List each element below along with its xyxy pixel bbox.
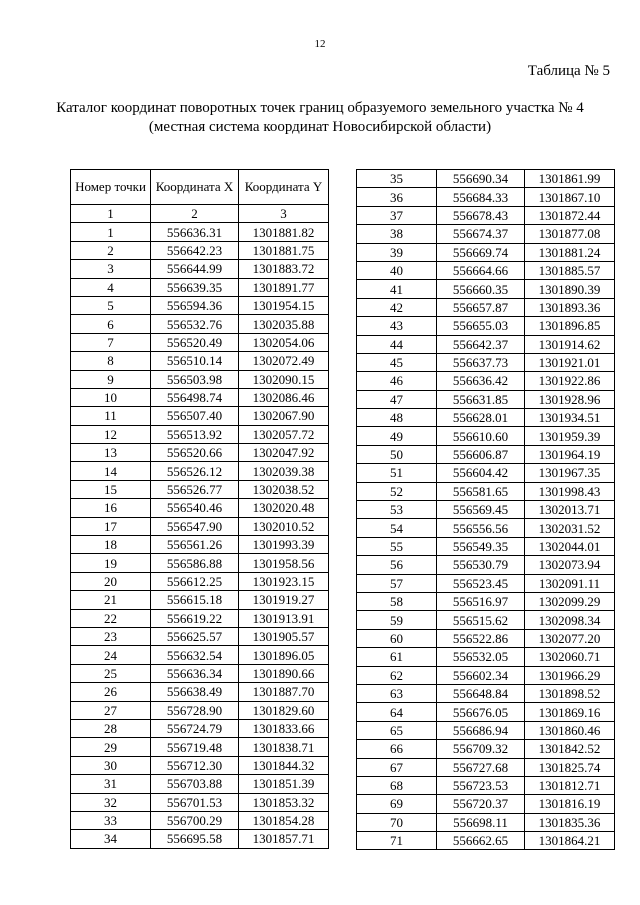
table-row [71, 260, 329, 278]
coordinate-x-cell: 556657.87 [437, 298, 525, 316]
table-row [71, 811, 329, 829]
point-number-cell: 18 [71, 536, 151, 554]
table-row [357, 317, 615, 335]
point-number-cell: 39 [357, 243, 437, 261]
table-row [71, 683, 329, 701]
coordinate-x-cell: 556586.88 [151, 554, 239, 572]
coordinate-y-cell: 1301825.74 [525, 758, 615, 776]
table-row [357, 574, 615, 592]
coordinate-y-cell: 1302013.71 [525, 501, 615, 519]
coordinate-y-cell: 1302090.15 [239, 370, 329, 388]
coordinate-y-cell: 1302072.49 [239, 352, 329, 370]
coordinate-y-cell: 1301838.71 [239, 738, 329, 756]
coordinate-y-cell: 1301854.28 [239, 811, 329, 829]
coordinate-x-cell: 556690.34 [437, 170, 525, 188]
coordinate-x-cell: 556669.74 [437, 243, 525, 261]
coordinate-y-cell: 1301967.35 [525, 464, 615, 482]
point-number-cell: 1 [71, 223, 151, 241]
point-number-cell: 10 [71, 388, 151, 406]
table-row [71, 425, 329, 443]
coordinate-x-cell: 556522.86 [437, 629, 525, 647]
coordinate-x-cell: 556540.46 [151, 499, 239, 517]
table-row [71, 830, 329, 848]
point-number-cell: 47 [357, 390, 437, 408]
point-number-cell: 55 [357, 537, 437, 555]
table-row [357, 832, 615, 850]
coordinate-x-cell: 556526.77 [151, 480, 239, 498]
coordinate-x-cell: 556636.31 [151, 223, 239, 241]
coordinate-y-cell: 1301812.71 [525, 776, 615, 794]
point-number-cell: 27 [71, 701, 151, 719]
coordinate-y-cell: 1302039.38 [239, 462, 329, 480]
table-row [357, 556, 615, 574]
coordinate-y-cell: 1302038.52 [239, 480, 329, 498]
point-number-cell: 37 [357, 206, 437, 224]
table-row [357, 592, 615, 610]
table-row [357, 795, 615, 813]
table-row [71, 554, 329, 572]
coordinate-x-cell: 556662.65 [437, 832, 525, 850]
coordinate-x-cell: 556664.66 [437, 261, 525, 279]
point-number-cell: 56 [357, 556, 437, 574]
point-number-cell: 13 [71, 444, 151, 462]
table-row [357, 519, 615, 537]
coordinate-y-cell: 1301887.70 [239, 683, 329, 701]
point-number-cell: 3 [71, 260, 151, 278]
column-index-row [71, 205, 329, 223]
coordinate-x-cell: 556615.18 [151, 591, 239, 609]
coordinate-x-cell: 556678.43 [437, 206, 525, 224]
point-number-cell: 12 [71, 425, 151, 443]
page-number: 12 [314, 38, 326, 50]
coordinate-y-cell: 1301835.36 [525, 813, 615, 831]
coordinate-y-cell: 1301966.29 [525, 666, 615, 684]
header-coordinate-x: Координата X [151, 170, 239, 205]
coordinate-y-cell: 1301934.51 [525, 409, 615, 427]
table-row [357, 427, 615, 445]
column-index: 3 [239, 205, 329, 223]
coordinate-x-cell: 556549.35 [437, 537, 525, 555]
table-row [357, 170, 615, 188]
coordinate-y-cell: 1301898.52 [525, 684, 615, 702]
coordinate-x-cell: 556510.14 [151, 352, 239, 370]
coordinate-x-cell: 556684.33 [437, 188, 525, 206]
coordinate-y-cell: 1301881.75 [239, 241, 329, 259]
point-number-cell: 58 [357, 592, 437, 610]
point-number-cell: 32 [71, 793, 151, 811]
coordinate-x-cell: 556619.22 [151, 609, 239, 627]
table-row [357, 298, 615, 316]
coordinate-x-cell: 556642.37 [437, 335, 525, 353]
coordinate-x-cell: 556604.42 [437, 464, 525, 482]
coordinate-x-cell: 556698.11 [437, 813, 525, 831]
table-row [357, 501, 615, 519]
point-number-cell: 59 [357, 611, 437, 629]
table-row [357, 445, 615, 463]
coordinate-y-cell: 1301881.82 [239, 223, 329, 241]
coordinate-x-cell: 556515.62 [437, 611, 525, 629]
coordinate-y-cell: 1301998.43 [525, 482, 615, 500]
coordinate-x-cell: 556703.88 [151, 775, 239, 793]
point-number-cell: 36 [357, 188, 437, 206]
point-number-cell: 68 [357, 776, 437, 794]
table-row [71, 646, 329, 664]
table-row [71, 664, 329, 682]
coordinate-y-cell: 1301885.57 [525, 261, 615, 279]
coordinate-y-cell: 1302031.52 [525, 519, 615, 537]
coordinate-y-cell: 1301860.46 [525, 721, 615, 739]
table-row [71, 536, 329, 554]
coordinate-y-cell: 1301877.08 [525, 225, 615, 243]
coordinate-x-cell: 556644.99 [151, 260, 239, 278]
coordinates-table-right [356, 169, 615, 850]
coordinate-y-cell: 1301914.62 [525, 335, 615, 353]
coordinate-y-cell: 1301883.72 [239, 260, 329, 278]
point-number-cell: 45 [357, 353, 437, 371]
coordinate-y-cell: 1301829.60 [239, 701, 329, 719]
coordinate-y-cell: 1301896.85 [525, 317, 615, 335]
coordinate-x-cell: 556602.34 [437, 666, 525, 684]
coordinate-x-cell: 556712.30 [151, 756, 239, 774]
point-number-cell: 70 [357, 813, 437, 831]
table-row [357, 206, 615, 224]
table-caption [0, 99, 640, 137]
table-row [71, 462, 329, 480]
coordinate-x-cell: 556569.45 [437, 501, 525, 519]
coordinate-y-cell: 1301891.77 [239, 278, 329, 296]
coordinate-x-cell: 556625.57 [151, 627, 239, 645]
table-row [357, 758, 615, 776]
table-row [71, 775, 329, 793]
coordinate-y-cell: 1301864.21 [525, 832, 615, 850]
coordinate-y-cell: 1301857.71 [239, 830, 329, 848]
point-number-cell: 62 [357, 666, 437, 684]
header-row [71, 170, 329, 205]
point-number-cell: 14 [71, 462, 151, 480]
point-number-cell: 48 [357, 409, 437, 427]
point-number-cell: 29 [71, 738, 151, 756]
coordinate-y-cell: 1302099.29 [525, 592, 615, 610]
coordinate-x-cell: 556660.35 [437, 280, 525, 298]
table-row [71, 278, 329, 296]
coordinate-x-cell: 556686.94 [437, 721, 525, 739]
coordinate-x-cell: 556526.12 [151, 462, 239, 480]
table-row [357, 721, 615, 739]
table-row [71, 370, 329, 388]
table-row [71, 719, 329, 737]
point-number-cell: 5 [71, 296, 151, 314]
coordinate-x-cell: 556723.53 [437, 776, 525, 794]
table-row [357, 684, 615, 702]
header-coordinate-y: Координата Y [239, 170, 329, 205]
coordinate-y-cell: 1301921.01 [525, 353, 615, 371]
point-number-cell: 44 [357, 335, 437, 353]
point-number-cell: 42 [357, 298, 437, 316]
coordinate-x-cell: 556516.97 [437, 592, 525, 610]
coordinate-y-cell: 1301964.19 [525, 445, 615, 463]
caption-line-1: Каталог координат поворотных точек границ образуемого земельного участка № 4 [56, 100, 584, 116]
point-number-cell: 15 [71, 480, 151, 498]
coordinate-x-cell: 556530.79 [437, 556, 525, 574]
coordinate-x-cell: 556532.76 [151, 315, 239, 333]
point-number-cell: 4 [71, 278, 151, 296]
coordinate-y-cell: 1301872.44 [525, 206, 615, 224]
point-number-cell: 19 [71, 554, 151, 572]
coordinate-y-cell: 1302073.94 [525, 556, 615, 574]
coordinate-y-cell: 1301890.66 [239, 664, 329, 682]
coordinate-x-cell: 556709.32 [437, 740, 525, 758]
table-row [71, 793, 329, 811]
table-label: Таблица № 5 [527, 63, 610, 79]
coordinate-x-cell: 556632.54 [151, 646, 239, 664]
table-row [357, 243, 615, 261]
coordinate-x-cell: 556700.29 [151, 811, 239, 829]
point-number-cell: 69 [357, 795, 437, 813]
point-number-cell: 16 [71, 499, 151, 517]
header-point-number: Номер точки [71, 170, 151, 205]
coordinate-x-cell: 556724.79 [151, 719, 239, 737]
coordinate-y-cell: 1302091.11 [525, 574, 615, 592]
table-row [71, 444, 329, 462]
point-number-cell: 28 [71, 719, 151, 737]
coordinate-x-cell: 556728.90 [151, 701, 239, 719]
coordinate-y-cell: 1301913.91 [239, 609, 329, 627]
coordinate-x-cell: 556727.68 [437, 758, 525, 776]
coordinate-y-cell: 1301896.05 [239, 646, 329, 664]
coordinate-x-cell: 556503.98 [151, 370, 239, 388]
coordinate-y-cell: 1301842.52 [525, 740, 615, 758]
table-row [357, 261, 615, 279]
table-row [71, 627, 329, 645]
coordinate-y-cell: 1301958.56 [239, 554, 329, 572]
table-row [357, 464, 615, 482]
point-number-cell: 33 [71, 811, 151, 829]
coordinate-x-cell: 556674.37 [437, 225, 525, 243]
column-index: 1 [71, 205, 151, 223]
coordinate-x-cell: 556719.48 [151, 738, 239, 756]
point-number-cell: 21 [71, 591, 151, 609]
coordinate-x-cell: 556648.84 [437, 684, 525, 702]
coordinate-x-cell: 556610.60 [437, 427, 525, 445]
coordinate-y-cell: 1301893.36 [525, 298, 615, 316]
point-number-cell: 2 [71, 241, 151, 259]
coordinate-x-cell: 556561.26 [151, 536, 239, 554]
table-row [71, 756, 329, 774]
point-number-cell: 67 [357, 758, 437, 776]
table-row [71, 407, 329, 425]
coordinate-x-cell: 556520.66 [151, 444, 239, 462]
point-number-cell: 24 [71, 646, 151, 664]
point-number-cell: 64 [357, 703, 437, 721]
coordinate-y-cell: 1301928.96 [525, 390, 615, 408]
point-number-cell: 66 [357, 740, 437, 758]
coordinate-x-cell: 556532.05 [437, 648, 525, 666]
table-row [357, 225, 615, 243]
coordinate-y-cell: 1301954.15 [239, 296, 329, 314]
coordinate-x-cell: 556639.35 [151, 278, 239, 296]
coordinate-y-cell: 1301890.39 [525, 280, 615, 298]
coordinate-x-cell: 556701.53 [151, 793, 239, 811]
point-number-cell: 31 [71, 775, 151, 793]
point-number-cell: 38 [357, 225, 437, 243]
table-row [71, 333, 329, 351]
point-number-cell: 20 [71, 572, 151, 590]
table-row [357, 372, 615, 390]
coordinate-x-cell: 556676.05 [437, 703, 525, 721]
coordinate-y-cell: 1302057.72 [239, 425, 329, 443]
point-number-cell: 7 [71, 333, 151, 351]
coordinate-x-cell: 556523.45 [437, 574, 525, 592]
coordinate-x-cell: 556655.03 [437, 317, 525, 335]
table-row [357, 776, 615, 794]
point-number-cell: 11 [71, 407, 151, 425]
coordinate-y-cell: 1301833.66 [239, 719, 329, 737]
point-number-cell: 63 [357, 684, 437, 702]
coordinate-y-cell: 1302098.34 [525, 611, 615, 629]
coordinate-x-cell: 556556.56 [437, 519, 525, 537]
coordinate-x-cell: 556638.49 [151, 683, 239, 701]
point-number-cell: 35 [357, 170, 437, 188]
table-row [71, 701, 329, 719]
coordinate-x-cell: 556631.85 [437, 390, 525, 408]
point-number-cell: 65 [357, 721, 437, 739]
point-number-cell: 26 [71, 683, 151, 701]
point-number-cell: 50 [357, 445, 437, 463]
coordinate-y-cell: 1302067.90 [239, 407, 329, 425]
coordinate-y-cell: 1302086.46 [239, 388, 329, 406]
table-row [71, 352, 329, 370]
coordinate-x-cell: 556612.25 [151, 572, 239, 590]
table-row [357, 353, 615, 371]
table-row [357, 335, 615, 353]
coordinate-y-cell: 1301844.32 [239, 756, 329, 774]
point-number-cell: 43 [357, 317, 437, 335]
caption-line-2: (местная система координат Новосибирской области) [148, 119, 492, 135]
table-row [71, 609, 329, 627]
coordinate-x-cell: 556695.58 [151, 830, 239, 848]
table-row [357, 482, 615, 500]
table-row [357, 648, 615, 666]
coordinate-y-cell: 1302060.71 [525, 648, 615, 666]
point-number-cell: 54 [357, 519, 437, 537]
point-number-cell: 60 [357, 629, 437, 647]
coordinate-y-cell: 1301923.15 [239, 572, 329, 590]
table-row [71, 480, 329, 498]
table-row [71, 572, 329, 590]
coordinate-y-cell: 1301905.57 [239, 627, 329, 645]
coordinate-x-cell: 556642.23 [151, 241, 239, 259]
coordinate-y-cell: 1301861.99 [525, 170, 615, 188]
coordinate-y-cell: 1302020.48 [239, 499, 329, 517]
point-number-cell: 41 [357, 280, 437, 298]
table-row [357, 188, 615, 206]
point-number-cell: 71 [357, 832, 437, 850]
point-number-cell: 30 [71, 756, 151, 774]
table-row [71, 388, 329, 406]
coordinate-y-cell: 1301959.39 [525, 427, 615, 445]
coordinate-y-cell: 1302047.92 [239, 444, 329, 462]
coordinate-y-cell: 1301919.27 [239, 591, 329, 609]
coordinate-x-cell: 556636.42 [437, 372, 525, 390]
point-number-cell: 57 [357, 574, 437, 592]
coordinate-x-cell: 556520.49 [151, 333, 239, 351]
table-row [71, 223, 329, 241]
point-number-cell: 9 [71, 370, 151, 388]
coordinate-x-cell: 556628.01 [437, 409, 525, 427]
table-row [71, 591, 329, 609]
coordinate-x-cell: 556513.92 [151, 425, 239, 443]
point-number-cell: 52 [357, 482, 437, 500]
point-number-cell: 23 [71, 627, 151, 645]
coordinate-y-cell: 1301922.86 [525, 372, 615, 390]
coordinate-y-cell: 1302077.20 [525, 629, 615, 647]
coordinate-x-cell: 556637.73 [437, 353, 525, 371]
coordinate-y-cell: 1302010.52 [239, 517, 329, 535]
point-number-cell: 17 [71, 517, 151, 535]
table-row [357, 409, 615, 427]
coordinate-y-cell: 1302044.01 [525, 537, 615, 555]
table-row [357, 629, 615, 647]
coordinate-x-cell: 556606.87 [437, 445, 525, 463]
point-number-cell: 6 [71, 315, 151, 333]
point-number-cell: 40 [357, 261, 437, 279]
coordinate-x-cell: 556594.36 [151, 296, 239, 314]
coordinate-x-cell: 556720.37 [437, 795, 525, 813]
table-row [357, 813, 615, 831]
table-row [357, 280, 615, 298]
coordinate-x-cell: 556547.90 [151, 517, 239, 535]
point-number-cell: 25 [71, 664, 151, 682]
table-row [357, 537, 615, 555]
point-number-cell: 49 [357, 427, 437, 445]
point-number-cell: 51 [357, 464, 437, 482]
point-number-cell: 61 [357, 648, 437, 666]
coordinate-y-cell: 1301881.24 [525, 243, 615, 261]
coordinate-y-cell: 1301869.16 [525, 703, 615, 721]
table-row [71, 499, 329, 517]
table-row [71, 517, 329, 535]
table-row [357, 390, 615, 408]
coordinates-table-left [70, 169, 329, 849]
coordinate-y-cell: 1301851.39 [239, 775, 329, 793]
coordinate-y-cell: 1301816.19 [525, 795, 615, 813]
coordinate-x-cell: 556498.74 [151, 388, 239, 406]
table-row [71, 241, 329, 259]
coordinate-y-cell: 1301993.39 [239, 536, 329, 554]
table-row [357, 703, 615, 721]
table-row [357, 666, 615, 684]
table-row [71, 296, 329, 314]
table-row [357, 740, 615, 758]
coordinate-y-cell: 1301867.10 [525, 188, 615, 206]
point-number-cell: 34 [71, 830, 151, 848]
coordinate-x-cell: 556581.65 [437, 482, 525, 500]
table-row [71, 738, 329, 756]
table-row [71, 315, 329, 333]
coordinate-x-cell: 556636.34 [151, 664, 239, 682]
point-number-cell: 53 [357, 501, 437, 519]
coordinate-y-cell: 1301853.32 [239, 793, 329, 811]
point-number-cell: 46 [357, 372, 437, 390]
coordinate-y-cell: 1302035.88 [239, 315, 329, 333]
table-row [357, 611, 615, 629]
point-number-cell: 22 [71, 609, 151, 627]
point-number-cell: 8 [71, 352, 151, 370]
coordinate-y-cell: 1302054.06 [239, 333, 329, 351]
coordinate-x-cell: 556507.40 [151, 407, 239, 425]
column-index: 2 [151, 205, 239, 223]
